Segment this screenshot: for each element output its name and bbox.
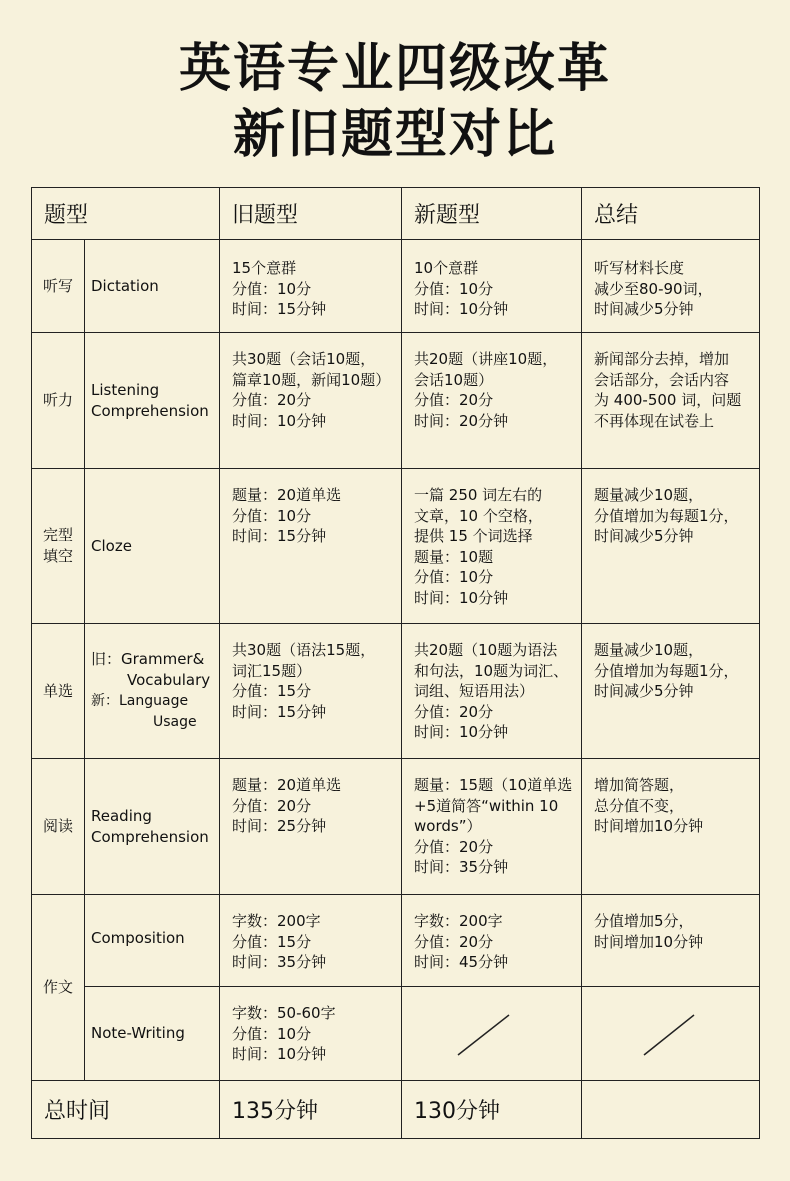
category-line: 完型 [42,526,73,544]
cell-line: 词组、短语用法） [414,682,535,700]
category-reading: 阅读 [32,759,85,895]
cell-line: 分值：20分 [414,702,494,721]
summary-single-choice [582,624,760,759]
cell-line: 15个意群 [232,259,297,277]
category-writing: 作文 [32,895,85,1081]
table-row-note-writing [32,987,760,1081]
cell-line: 分值：15分 [232,682,312,700]
cell-line: 题量：20道单选 [232,486,342,504]
cell-line: 共30题（会话10题， [232,350,376,368]
cell-line: 时间增加10分钟 [594,817,704,835]
cell-line: 时间：10分钟 [414,723,509,741]
cell-line: 提供 15 个词选择 [414,527,533,545]
cell-line: 分值：10分 [232,506,312,525]
cell-line: 时间：10分钟 [414,588,509,607]
header-type: 题型 [32,188,220,240]
table-row-reading [32,759,760,895]
summary-note-writing-empty [582,987,760,1081]
cell-line: 题量：15题（10道单选 [414,776,573,794]
cell-line: 10个意群 [414,259,479,277]
subtype-dictation: Dictation [85,240,220,333]
cell-line: 文章，10 个空格， [414,506,543,525]
table-row-single-choice [32,624,760,759]
category-line: 填空 [42,547,73,565]
cell-line: 分值增加为每题1分， [594,661,739,680]
cell-line: 题量减少10题， [594,486,704,504]
total-new: 130分钟 [402,1081,582,1139]
subtype-single-choice [85,624,220,759]
header-row [32,188,760,240]
cell-line: 分值：20分 [232,391,312,409]
cell-line: 篇章10题，新闻10题） [232,370,391,389]
category-cloze [32,469,85,624]
cell-line: 字数：200字 [232,912,321,930]
subtype-line: 新：Language [91,693,189,709]
new-cloze [402,469,582,624]
table-row-listening [32,333,760,469]
old-composition [220,895,402,987]
cell-line: 字数：200字 [414,912,503,930]
cell-line: 会话部分，会话内容 [594,370,730,389]
old-single-choice [220,624,402,759]
table-row-composition [32,895,760,987]
old-note-writing [220,987,402,1081]
diagonal-slash-icon [402,987,582,1081]
cell-line: 一篇 250 词左右的 [414,486,543,504]
cell-line: 时间：20分钟 [414,411,509,430]
subtype-line: Vocabulary [127,671,211,689]
header-old: 旧题型 [220,188,402,240]
category-listening: 听力 [32,333,85,469]
cell-line: 时间：15分钟 [232,300,327,318]
total-label: 总时间 [32,1081,220,1139]
cell-line: 和句法，10题为词汇、 [414,661,569,680]
cell-line: 分值：20分 [232,796,312,815]
category-dictation: 听写 [32,240,85,333]
summary-dictation [582,240,760,333]
cell-line: 增加简答题， [594,776,685,794]
summary-reading [582,759,760,895]
diagonal-slash-icon [582,987,760,1081]
cell-line: 时间：15分钟 [232,527,327,545]
new-listening [402,333,582,469]
cell-line: 时间：35分钟 [232,953,327,971]
cell-line: 总分值不变， [594,796,685,815]
subtype-line: Usage [153,714,197,730]
cell-line: 时间：10分钟 [414,300,509,318]
cell-line: 减少至80-90词， [594,279,713,298]
cell-line: +5道简答“within 10 [414,796,559,815]
subtype-line: Listening [91,380,160,399]
cell-line: words”） [414,817,482,835]
subtype-line: Reading [91,806,152,825]
total-old: 135分钟 [220,1081,402,1139]
cell-line: 为 400-500 词，问题 [594,391,742,409]
cell-line: 分值：10分 [232,1024,312,1043]
cell-line: 共20题（讲座10题， [414,350,558,368]
cell-line: 题量：20道单选 [232,776,342,794]
cell-line: 分值：15分 [232,932,312,951]
new-composition [402,895,582,987]
old-listening [220,333,402,469]
cell-line: 分值增加为每题1分， [594,506,739,525]
cell-line: 分值：20分 [414,391,494,409]
subtype-line: Comprehension [91,401,209,420]
cell-line: 分值：10分 [414,279,494,298]
category-single-choice: 单选 [32,624,85,759]
cell-line: 会话10题） [414,370,494,389]
cell-line: 不再体现在试卷上 [594,411,715,430]
header-new: 新题型 [402,188,582,240]
cell-line: 时间：10分钟 [232,411,327,430]
table-row-dictation [32,240,760,333]
old-reading [220,759,402,895]
new-reading [402,759,582,895]
cell-line: 题量减少10题， [594,641,704,659]
page-title-line-1: 英语专业四级改革 [178,39,611,99]
cell-line: 时间减少5分钟 [594,527,694,545]
subtype-note-writing: Note-Writing [85,987,220,1081]
old-dictation [220,240,402,333]
summary-listening [582,333,760,469]
cell-line: 题量：10题 [414,547,494,566]
summary-composition [582,895,760,987]
cell-line: 分值：20分 [414,932,494,951]
cell-line: 共30题（语法15题， [232,641,376,659]
total-summary-empty [582,1081,760,1139]
new-note-writing-empty [402,987,582,1081]
old-cloze [220,469,402,624]
cell-line: 时间：10分钟 [232,1045,327,1063]
cell-line: 时间：15分钟 [232,702,327,721]
page-title-line-2: 新旧题型对比 [232,105,557,165]
cell-line: 时间：25分钟 [232,817,327,835]
subtype-line: Comprehension [91,827,209,846]
new-dictation [402,240,582,333]
cell-line: 字数：50-60字 [232,1004,336,1022]
subtype-reading [85,759,220,895]
cell-line: 时间：45分钟 [414,953,509,971]
summary-cloze [582,469,760,624]
subtype-cloze: Cloze [85,469,220,624]
subtype-listening [85,333,220,469]
cell-line: 听写材料长度 [594,259,685,277]
table-row-cloze [32,469,760,624]
comparison-table [31,187,760,1139]
subtype-composition: Composition [85,895,220,987]
cell-line: 词汇15题） [232,661,312,680]
header-summary: 总结 [582,188,760,240]
cell-line: 时间减少5分钟 [594,300,694,318]
cell-line: 新闻部分去掉，增加 [594,350,730,368]
cell-line: 分值增加5分， [594,912,694,930]
cell-line: 时间增加10分钟 [594,932,704,951]
new-single-choice [402,624,582,759]
cell-line: 分值：10分 [414,568,494,586]
cell-line: 分值：10分 [232,279,312,298]
cell-line: 时间：35分钟 [414,858,509,876]
cell-line: 共20题（10题为语法 [414,641,558,659]
cell-line: 分值：20分 [414,837,494,856]
cell-line: 时间减少5分钟 [594,682,694,700]
subtype-line: 旧：Grammer& [91,650,205,668]
table-row-total [32,1081,760,1139]
